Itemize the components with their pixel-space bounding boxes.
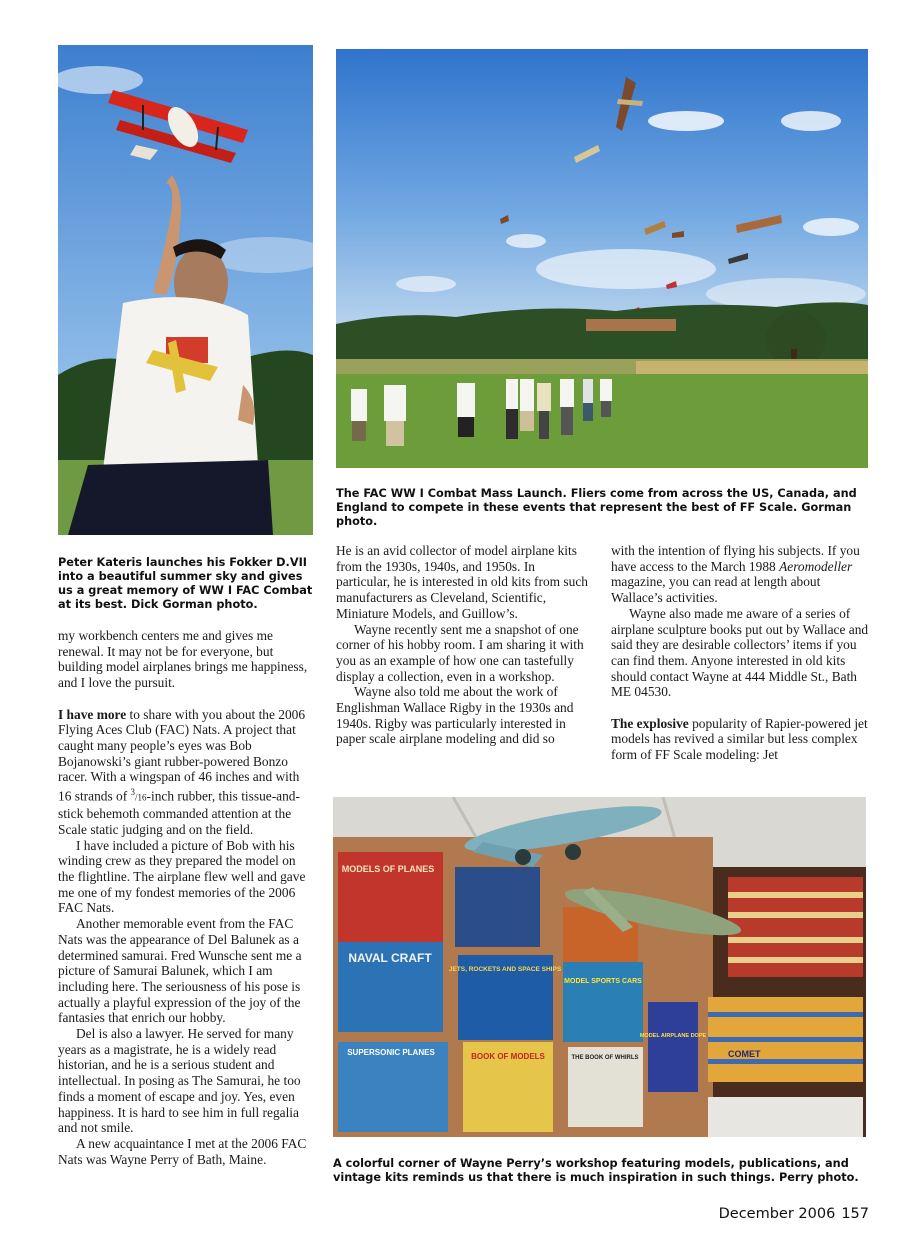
poster-book-of-models: BOOK OF MODELS [471, 1052, 545, 1061]
paragraph: Del is also a lawyer. He served for many years as a magistrate, he is a widely read historian, and he is a serious student and intellectual. In posing as The Samurai, he too finds a moment of escape and joy. Yes, even happiness. It is hard to see him in full regalia and not smile. [58, 1026, 301, 1136]
issue-date: December 2006 [718, 1206, 836, 1222]
workshop-photo [333, 797, 866, 1137]
launch-photo [58, 45, 313, 535]
paragraph: Another memorable event from the FAC Nats was the appearance of Del Balunek as a determined samurai. Fred Wunsche sent me a picture of Samurai Balunek, which I am including here. The seriousness of his pose is actually a playful expression of the joy of the fantasies that enrich our hobby. [58, 916, 302, 1026]
page-footer [719, 1206, 869, 1222]
article-column-1 [58, 628, 314, 1167]
paragraph: Wayne recently sent me a snapshot of one corner of his hobby room. I am sharing it with you as an example of how one can tastefully display a collection, even in a workshop. [336, 621, 584, 684]
poster-dope: MODEL AIRPLANE DOPE [639, 1033, 707, 1039]
poster-jets-rockets: JETS, ROCKETS AND SPACE SHIPS [448, 966, 562, 973]
paragraph: with the intention of flying his subjects. If you have access to the March 1988 Aeromodeller magazine, you can read at length about Wallace’s activities. [611, 543, 860, 606]
page-number: 157 [841, 1206, 869, 1222]
paragraph: A new acquaintance I met at the 2006 FAC Nats was Wayne Perry of Bath, Maine. [58, 1135, 307, 1167]
paragraph: Wayne also told me about the work of Englishman Wallace Rigby in the 1930s and 1940s. Rigby was particularly interested in paper scale airplane modeling and did so [336, 684, 574, 747]
paragraph: I have included a picture of Bob with his winding crew as they prepared the model on the flightline. The airplane flew well and gave me one of my fondest memories of the 2006 FAC Nats. [58, 837, 306, 916]
lead-in: The explosive [611, 715, 689, 731]
kit-box-stack [708, 877, 863, 1137]
poster-naval-craft: NAVAL CRAFT [348, 951, 432, 965]
poster-models-planes: MODELS OF PLANES [341, 864, 435, 874]
poster-book-of-whirls: THE BOOK OF WHIRLS [571, 1055, 639, 1061]
poster-sports-cars: MODEL SPORTS CARS [564, 978, 642, 985]
launch-photo-caption: Peter Kateris launches his Fokker D.VII into a beautiful summer sky and gives us a great memory of WW I FAC Combat at its best. Dick Gorman photo. [58, 556, 313, 611]
paragraph: I have more to share with you about the 2006 Flying Aces Club (FAC) Nats. A project that caught many people’s eyes was Bob Bojanowski’s giant rubber-powered Bonzo racer. With a wingspan of 46 inches and with 16 strands of $^3$/16-inch rubber, this tissue-and-stick behemoth commanded attention at the Scale static judging and on the field. [58, 706, 306, 837]
lead-in: I have more [58, 706, 127, 722]
kit-box-comet: COMET [728, 1049, 761, 1059]
paragraph: He is an avid collector of model airplane kits from the 1930s, 1940s, and 1950s. In particular, he is interested in old kits from such manufacturers as Cleveland, Scientific, Miniature Models, and Guillow’s. [336, 543, 588, 621]
mass-launch-caption: The FAC WW I Combat Mass Launch. Fliers come from across the US, Canada, and England to compete in these events that represent the best of FF Scale. Gorman photo. [336, 487, 857, 528]
article-column-3 [611, 543, 869, 763]
workshop-caption: A colorful corner of Wayne Perry’s workshop featuring models, publications, and vintage kits reminds us that there is much inspiration in such things. Perry photo. [333, 1157, 859, 1184]
paragraph: my workbench centers me and gives me renewal. It may not be for everyone, but building model airplanes brings me happiness, and I love the pursuit. [58, 628, 308, 691]
paragraph: Wayne also made me aware of a series of airplane sculpture books put out by Wallace and said they are desirable collectors’ items if you can find them. Anyone interested in old kits should contact Wayne at 444 Middle St., Bath ME 04530. [611, 605, 869, 700]
mass-launch-photo [336, 49, 868, 468]
poster-supersonic: SUPERSONIC PLANES [347, 1048, 435, 1057]
article-column-2 [336, 543, 592, 747]
paragraph: The explosive popularity of Rapier-powered jet models has revived a similar but less complex form of FF Scale modeling: Jet [611, 715, 868, 763]
